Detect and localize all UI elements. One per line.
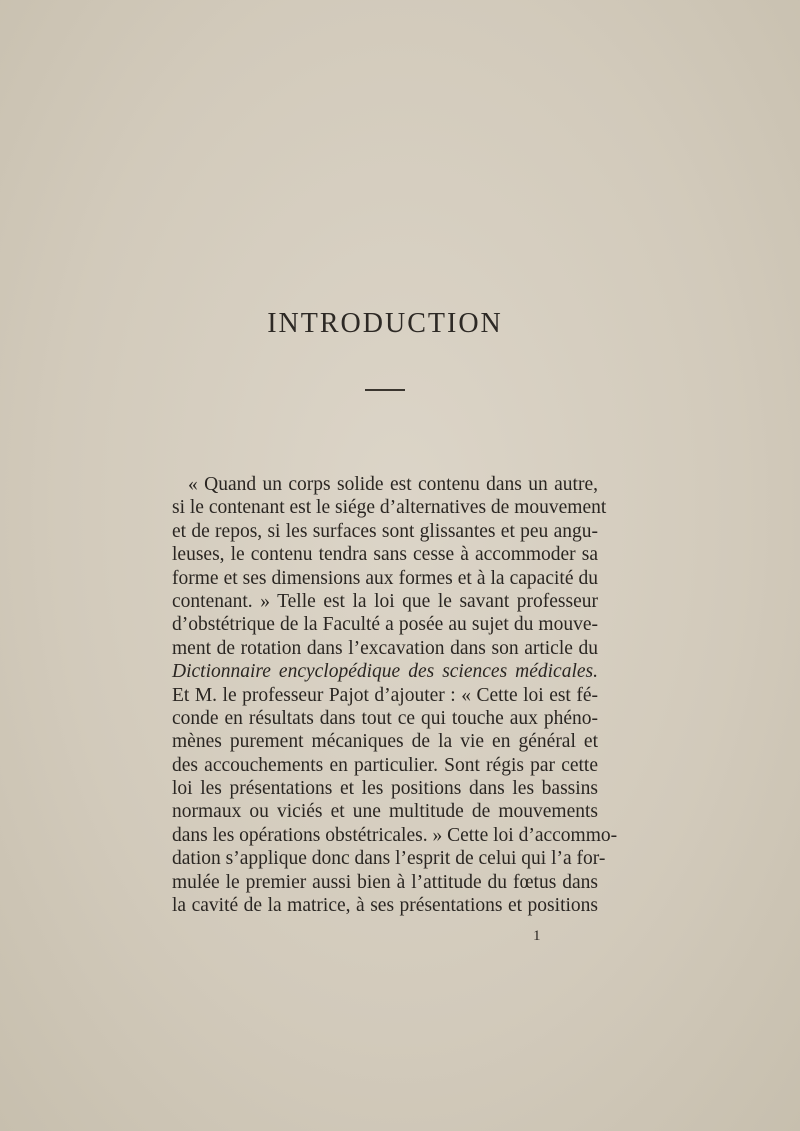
text-line: d’obstétrique de la Faculté a posée au sujet du mouve- bbox=[172, 614, 598, 636]
text-line: conde en résultats dans tout ce qui touche aux phéno- bbox=[172, 707, 598, 729]
page-number: 1 bbox=[533, 928, 541, 944]
page-title: INTRODUCTION bbox=[267, 308, 503, 339]
text-line: leuses, le contenu tendra sans cesse à accommoder sa bbox=[172, 544, 598, 566]
text-line: dation s’applique donc dans l’esprit de celui qui l’a for- bbox=[172, 848, 606, 870]
introduction-paragraph bbox=[172, 473, 618, 917]
title-divider bbox=[365, 389, 405, 391]
text-line: loi les présentations et les positions dans les bassins bbox=[172, 778, 598, 800]
text-line: ment de rotation dans l’excavation dans son article du bbox=[172, 637, 598, 659]
text-line: si le contenant est le siége d’alternatives de mouvement bbox=[172, 497, 607, 519]
text-line: normaux ou viciés et une multitude de mouvements bbox=[172, 801, 598, 823]
text-line: « Quand un corps solide est contenu dans un autre, bbox=[188, 474, 598, 495]
text-line: mulée le premier aussi bien à l’attitude du fœtus dans bbox=[172, 871, 598, 893]
text-line: et de repos, si les surfaces sont glissantes et peu angu- bbox=[172, 520, 598, 542]
text-line: la cavité de la matrice, à ses présentations et positions bbox=[172, 895, 598, 917]
text-line: dans les opérations obstétricales. » Cette loi d’accommo- bbox=[172, 824, 618, 846]
text-line: mènes purement mécaniques de la vie en général et bbox=[172, 731, 598, 753]
text-line-italic-title: Dictionnaire encyclopédique des sciences médicales. bbox=[172, 661, 598, 683]
text-line: Et M. le professeur Pajot d’ajouter : « Cette loi est fé- bbox=[172, 684, 598, 706]
text-line: forme et ses dimensions aux formes et à la capacité du bbox=[172, 567, 598, 589]
text-line: contenant. » Telle est la loi que le savant professeur bbox=[172, 590, 598, 612]
text-line: des accouchements en particulier. Sont régis par cette bbox=[172, 754, 598, 776]
